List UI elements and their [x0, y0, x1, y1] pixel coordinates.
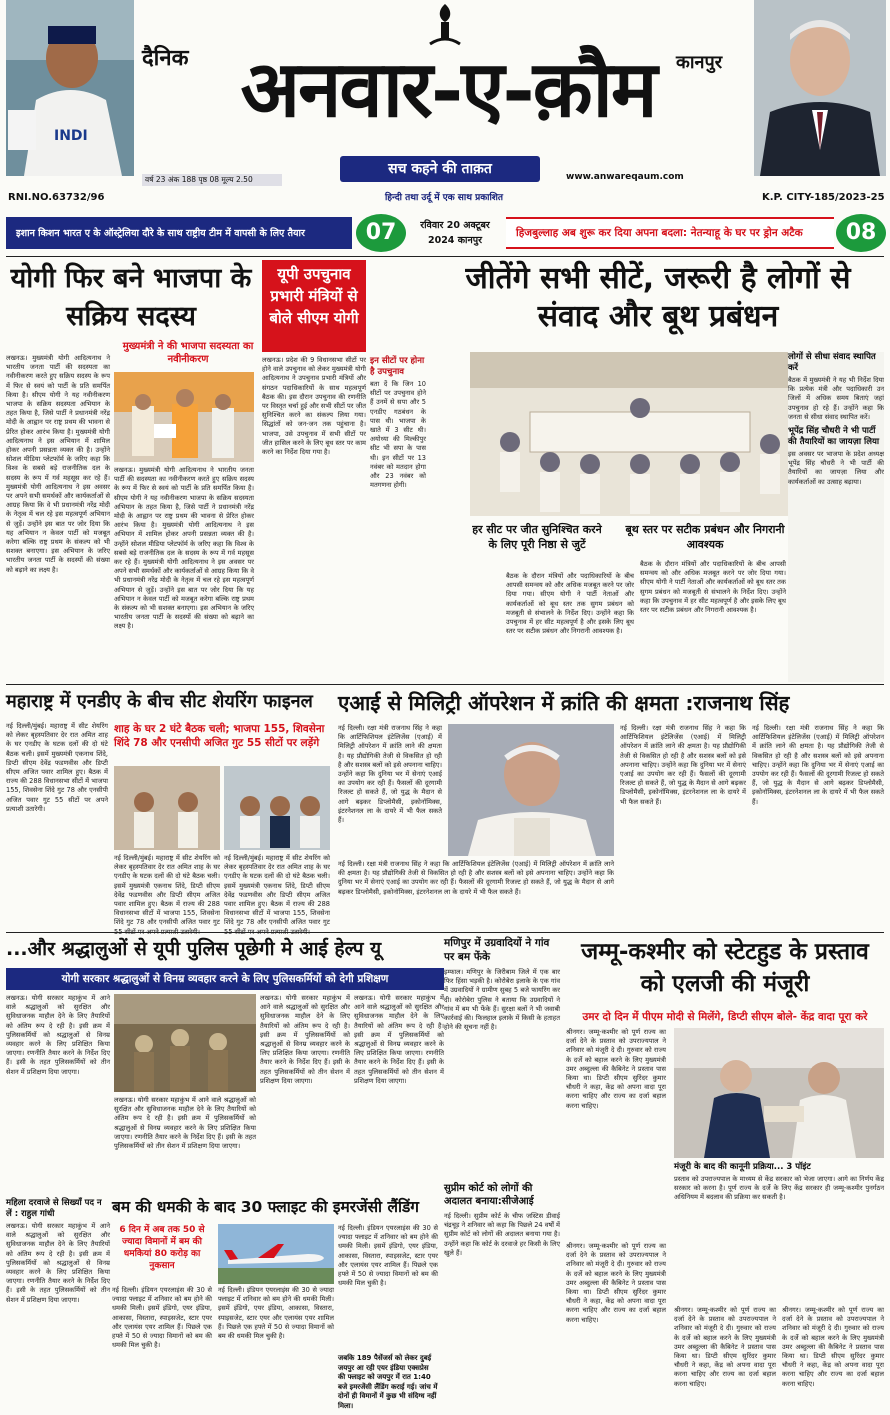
- police-sub: योगी सरकार श्रद्धालुओं से विनम्र व्यवहार करने के लिए पुलिसकर्मियों को देगी प्रशिक्षण: [61, 973, 389, 985]
- story-jk[interactable]: [566, 936, 884, 1414]
- maharashtra-sub: शाह के घर 2 घंटे बैठक चली; भाजपा 155, शिवसेना शिंदे 78 और एनसीपी अजित गुट 55 सीटों पर लड़ेंगे: [114, 723, 325, 749]
- police-body: लखनऊ। योगी सरकार महाकुंभ में आने वाले श्रद्धालुओं को सुरक्षित और सुविधाजनक माहौल देने के लिए तैयारियों को अंतिम रूप दे रही है। इसी क्रम में पुलिसकर्मियों को श्रद्धालुओं से विनम्र व्यवहार करने के लिए प्रशिक्षित किया जाएगा। रणनीति तैयार करने के निर्देश दिए हैं। इसी के तहत पुलिसकर्मियों को तीन सेशन में प्रशिक्षण दिया जाएगा।: [6, 994, 110, 1076]
- manipur-body2: नई दिल्ली। सुप्रीम कोर्ट के चीफ जस्टिस डीवाई चंद्रचूड़ ने शनिवार को कहा कि पिछले 24 वर्षों में सुप्रीम कोर्ट को लोगों की अदालत बनाया गया है। उन्होंने कहा कि कोर्ट के दरवाजे हर किसी के लिए खुले हैं।: [444, 1212, 561, 1257]
- bypoll-body-col1: [262, 356, 366, 654]
- rni-number: RNI.NO.63732/96: [8, 192, 105, 203]
- police-sidebox: [6, 1198, 110, 1414]
- masthead-title: अनवार-ए-क़ौम: [240, 44, 656, 135]
- meta-text: वर्ष 23 अंक 188 पृष्ठ 08 मूल्य 2.50: [145, 175, 253, 184]
- police-body-col1: [6, 994, 110, 1194]
- masthead: [0, 0, 890, 203]
- manipur-headline: मणिपुर में उग्रवादियों ने गांव पर बम फेंके: [444, 937, 550, 963]
- lead-side-body1: बैठक में मुख्यमंत्री ने यह भी निर्देश दिया कि प्रत्येक मंत्री और पदाधिकारी उन जिलों में अधिक समय बिताएं जहां उपचुनाव हो रहे हैं। उन्होंने कहा कि जनता से सीधा संवाद स्थापित करें।: [788, 376, 884, 421]
- police-headline: ...और श्रद्धालुओं से यूपी पुलिस पूछेगी मे आई हेल्प यू: [6, 938, 382, 960]
- lead-headline: जीतेंगे सभी सीटें, जरूरी है लोगों से संवाद और बूथ प्रबंधन: [465, 261, 851, 334]
- svg-text:INDI: INDI: [54, 128, 88, 144]
- lead-body-continued: बैठक के दौरान मंत्रियों और पदाधिकारियों के बीच आपसी समन्वय को और अधिक मजबूत करने पर जोर दिया गया। सीएम योगी ने पार्टी नेताओं और कार्यकर्ताओं को बूथ स्तर तक सुगम प्रबंधन को मजबूती से संभालने के निर्देश दिए। उन्होंने कहा कि उपचुनाव में हर सीट महत्वपूर्ण है और इसके लिए बूथ स्तर पर सटीक प्रबंधन और निगरानी आवश्यक है।: [640, 560, 786, 615]
- jk-body: श्रीनगर। जम्मू-कश्मीर को पूर्ण राज्य का दर्जा देने के प्रस्ताव को उपराज्यपाल ने शनिवार को मंजूरी दे दी। गुरुवार को राज्य के दर्जे को बहाल करने के लिए मुख्यमंत्री उमर अब्दुल्ला की कैबिनेट ने प्रस्ताव पास किया था। डिप्टी सीएम सुरिंदर कुमार चौधरी ने कहा, केंद्र को अपना वादा पूरा करना चाहिए और राज्य का दर्जा बहाल करना चाहिए।: [566, 1028, 666, 1110]
- date-line1: रविवार 20 अक्टूबर: [420, 220, 490, 231]
- story-maharashtra[interactable]: [6, 688, 330, 930]
- police-body-continued2: लखनऊ। योगी सरकार महाकुंभ में आने वाले श्रद्धालुओं को सुरक्षित और सुविधाजनक माहौल देने के लिए तैयारियों को अंतिम रूप दे रही है। इसी क्रम में पुलिसकर्मियों को श्रद्धालुओं से विनम्र व्यवहार करने के लिए प्रशिक्षित किया जाएगा। रणनीति तैयार करने के निर्देश दिए हैं। इसी के तहत पुलिसकर्मियों को तीन सेशन में प्रशिक्षण दिया जाएगा।: [354, 994, 444, 1085]
- police-body-col2: [260, 994, 350, 1194]
- ticker-right-text: हिजबुल्लाह अब शुरू कर दिया अपना बदला: नेतन्याहू के घर पर ड्रोन अटैक: [516, 227, 803, 239]
- rajnath-body-col2: [620, 724, 746, 928]
- rajnath-body-col4: [338, 860, 614, 928]
- jk-box: [674, 1162, 884, 1302]
- bomb-photo-plane: [218, 1224, 334, 1284]
- yogi-photo: [114, 372, 254, 462]
- rajnath-body-col1: [338, 724, 442, 856]
- maharashtra-body-col3: [224, 854, 330, 928]
- bypoll-headline: यूपी उपचुनाव प्रभारी मंत्रियों से बोले सीएम योगी: [269, 265, 359, 327]
- maharashtra-body-col1: [6, 722, 108, 928]
- bomb-body-continued: नई दिल्ली। इंडियन एयरलाइंस की 30 से ज्यादा फ्लाइट में शनिवार को बम होने की धमकी मिली। इसमें इंडिगो, एयर इंडिया, आकासा, विस्तारा, स्पाइसजेट, स्टार एयर और एलायंस एयर शामिल हैं। पिछले एक हफ्ते में 50 से ज्यादा विमानों को बम की धमकी मिल चुकी है।: [218, 1286, 334, 1341]
- ticker-left-page: 07: [365, 220, 397, 245]
- manipur-body: इम्फाल। मणिपुर के जिरीबाम जिले में एक बार फिर हिंसा भड़की है। कोरोबेरा इलाके के एक गांव में उग्रवादियों ने ग्रामीण सुबह 5 बजे फायरिंग कर दी। कोरोबेरा पुलिस ने बताया कि उग्रवादियों ने गांव में बम भी फेंके हैं। सुरक्षा बलों ने भी जवाबी कार्रवाई की। फिलहाल इलाके में किसी के हताहत होने की सूचना नहीं है।: [444, 968, 560, 1032]
- divider-row3: [6, 932, 884, 933]
- story-bypoll[interactable]: [262, 260, 426, 655]
- jk-body-col4: [782, 1306, 884, 1414]
- masthead-city: कानपुर: [676, 52, 723, 73]
- bypoll-box-head: इन सीटों पर होना है उपचुनाव: [370, 356, 425, 377]
- manipur-sub2: सुप्रीम कोर्ट को लोगों की अदालत बनाया:सीजेआई: [444, 1183, 534, 1207]
- lead-side-body2: इस अवसर पर भाजपा के प्रदेश अध्यक्ष भूपेंद्र सिंह चौधरी ने भी पार्टी की तैयारियों का जायज़ा लिया और कार्यकर्ताओं का उत्साह बढ़ाया।: [788, 450, 884, 486]
- lead-sub1: हर सीट पर जीत सुनिश्चित करने के लिए पूरी निष्ठा से जुटें: [472, 523, 602, 551]
- maharashtra-body-continued: नई दिल्ली/मुंबई। महाराष्ट्र में सीट शेयरिंग को लेकर बृहस्पतिवार देर रात अमित शाह के घर एनडीए के घटक दलों की दो घंटे बैठक चली। इसमें मुख्यमंत्री एकनाथ शिंदे, डिप्टी सीएम देवेंद्र फडणवीस और डिप्टी सीएम अजित पवार शामिल हुए। बैठक में राज्य की 288 विधानसभा सीटों में भाजपा 155, शिवसेना शिंदे गुट 78 और एनसीपी अजित पवार गुट: [114, 854, 220, 927]
- police-body-continued3: लखनऊ। योगी सरकार महाकुंभ में आने वाले श्रद्धालुओं को सुरक्षित और सुविधाजनक माहौल देने के लिए तैयारियों को अंतिम रूप दे रही है। इसी क्रम में पुलिसकर्मियों को श्रद्धालुओं से विनम्र व्यवहार करने के लिए प्रशिक्षित किया जाएगा। रणनीति तैयार करने के निर्देश दिए हैं। इसी के तहत पुलिसकर्मियों को तीन सेशन में प्रशिक्षण दिया जाएगा।: [114, 1096, 256, 1151]
- police-sub-bar: [6, 968, 444, 990]
- bomb-body-continued2: नई दिल्ली। इंडियन एयरलाइंस की 30 से ज्यादा फ्लाइट में शनिवार को बम होने की धमकी मिली। इसमें इंडिगो, एयर इंडिया, आकासा, विस्तारा, स्पाइसजेट, स्टार एयर और एलायंस एयर शामिल हैं। पिछले एक हफ्ते में 50 से ज्यादा विमानों को बम की धमकी मिल चुकी है।: [338, 1224, 438, 1288]
- masthead-photo-netanyahu: [754, 0, 886, 176]
- yogi-headline: योगी फिर बने भाजपा के सक्रिय सदस्य: [10, 263, 252, 332]
- rajnath-headline: एआई से मिलिट्री ऑपरेशन में क्रांति की क्षमता :राजनाथ सिंह: [338, 691, 790, 715]
- jk-box-head: मंजूरी के बाद की कानूनी प्रक्रिया... 3 पॉइंट: [674, 1162, 811, 1172]
- masthead-meta: [142, 174, 282, 186]
- story-manipur[interactable]: [444, 936, 560, 1414]
- story-rajnath[interactable]: [338, 688, 884, 930]
- bypoll-box-body: बता दें कि जिन 10 सीटों पर उपचुनाव होने हैं उनमें से सपा और 5 एनडीए गठबंधन के पास थी। भाजपा के खाते में 3 सीट थी। अयोध्या की मिल्कीपुर सीट भी सपा के पास थी। इन सीटों पर 13 नवंबर को मतदान होगा और 23 नवंबर को मतगणना होगी।: [370, 380, 426, 490]
- ticker-right[interactable]: [506, 217, 834, 249]
- masthead-photo-cricketer: [6, 0, 134, 176]
- cricketer-image: [6, 0, 134, 176]
- jk-body-col1: [566, 1028, 666, 1238]
- jk-sub: उमर दो दिन में पीएम मोदी से मिलेंगे, डिप्टी सीएम बोले- केंद्र वादा पूरा करे: [582, 1011, 868, 1023]
- police-body-col3: [354, 994, 444, 1194]
- date-box: [408, 217, 502, 249]
- rajnath-body-continued2: नई दिल्ली। रक्षा मंत्री राजनाथ सिंह ने कहा कि आर्टिफिशियल इंटेलिजेंस (एआई) में मिलिट्री ऑपरेशन में क्रांति लाने की क्षमता है। यह प्रौद्योगिकी तेजी से विकसित हो रही है और सशस्त्र बलों को इसे अपनाना चाहिए। उन्होंने कहा कि दुनिया भर में सेनाएं एआई का उपयोग कर रही हैं। फैसलों की दूरगामी रिजल्ट हो सकते हैं, जो युद्ध के मैदान से आगे बढ़कर डिप्लोमैसी, इकोनॉमिक्स, इंटरनेशनल ला के दायरे में भी फैल सकते हैं।: [752, 724, 884, 806]
- lead-photo-meeting: [470, 352, 808, 516]
- lead-body-col1: [506, 572, 634, 678]
- lead-side-head2: भूपेंद्र सिंह चौधरी ने भी पार्टी की तैयारियों का जायज़ा लिया: [788, 426, 880, 448]
- rajnath-body: नई दिल्ली। रक्षा मंत्री राजनाथ सिंह ने कहा कि आर्टिफिशियल इंटेलिजेंस (एआई) में मिलिट्री ऑपरेशन में क्रांति लाने की क्षमता है। यह प्रौद्योगिकी तेजी से विकसित हो रही है और सशस्त्र बलों को इसे अपनाना चाहिए। उन्होंने कहा कि दुनिया भर में सेनाएं एआई का उपयोग कर रही हैं। फैसलों की दूरगामी रिजल्ट हो सकते हैं, जो युद्ध के मैदान से आगे बढ़कर डिप्लोमैसी, इकोनॉमिक्स, इंटरनेशनल ला के दायरे में भी फैल सकते हैं।: [338, 724, 442, 825]
- bypoll-headline-box: [262, 260, 366, 352]
- masthead-divider: [6, 256, 884, 257]
- yogi-body-col2: [114, 466, 254, 654]
- maharashtra-photo-1: [114, 766, 220, 850]
- masthead-subtitle: हिन्दी तथा उर्दू में एक साथ प्रकाशित: [384, 193, 504, 203]
- bomb-body: नई दिल्ली। इंडियन एयरलाइंस की 30 से ज्यादा फ्लाइट में शनिवार को बम होने की धमकी मिली। इसमें इंडिगो, एयर इंडिया, आकासा, विस्तारा, स्पाइसजेट, स्टार एयर और एलायंस एयर शामिल हैं। पिछले एक हफ्ते में 50 से ज्यादा विमानों को बम की धमकी मिल चुकी है।: [112, 1286, 212, 1350]
- maharashtra-photo-2: [224, 766, 330, 850]
- ticker-right-page-badge[interactable]: [836, 214, 886, 252]
- yogi-body: लखनऊ। मुख्यमंत्री योगी आदित्यनाथ ने भारतीय जनता पार्टी की सदस्यता का नवीनीकरण करते हुए सक्रिय सदस्य के रूप में फिर से स्वयं को पार्टी के प्रति समर्पित किया है। सीएम योगी ने यह नवीनीकरण भाजपा के सक्रिय सदस्यता अभियान के तहत किया है, जिसे पार्टी ने प्रधानमंत्री नरेंद्र मोदी के आह्वान पर राष्ट्र प्रथम की भावना से प्रेरित होकर आरंभ किया है। मुख्यमंत्री योगी आदित्यनाथ ने इस अभियान में शामिल होकर अपनी प्रसन्नता व्यक्त की है। उन्होंने सोशल मीडिया प्लेटफॉर्म के जरिए कहा कि विश्व के सबसे बड़े राजनीतिक दल के सदस्य के रूप में गर्व महसूस कर रहे हैं। मुख्यमंत्री योगी आदित्यनाथ ने इस अवसर पर अपने सभी समर्थकों और कार्यकर्ताओं से आग्रह किया कि वे भी प्रधानमंत्री नरेंद्र मोदी के नेतृत्व में चल रहे इस महत्वपूर्ण अभियान से जुड़ें। उन्होंने इस बात पर जोर दिया कि यह अभियान न केवल पार्टी को मजबूत करेगा बल्कि राष्ट्र प्रथम के संकल्प को भी सशक्त बनाएगा। इस अभियान के जरिए भारतीय जनता पार्टी के सदस्यों की संख्या को बढ़ाने का लक्ष्य है।: [6, 354, 110, 574]
- police-body-continued: लखनऊ। योगी सरकार महाकुंभ में आने वाले श्रद्धालुओं को सुरक्षित और सुविधाजनक माहौल देने के लिए तैयारियों को अंतिम रूप दे रही है। इसी क्रम में पुलिसकर्मियों को श्रद्धालुओं से विनम्र व्यवहार करने के लिए प्रशिक्षित किया जाएगा। रणनीति तैयार करने के निर्देश दिए हैं। इसी के तहत पुलिसकर्मियों को तीन सेशन में प्रशिक्षण दिया जाएगा।: [260, 994, 350, 1085]
- bypoll-sidebox: [370, 356, 426, 654]
- lead-side-head1: लोगों से सीधा संवाद स्थापित करें: [788, 352, 876, 373]
- story-yogi[interactable]: [6, 260, 256, 655]
- police-box-head: महिला दरवाजे से सिख्याँ पद न लें : राहुल गांधी: [6, 1198, 102, 1219]
- divider-row2: [6, 684, 884, 685]
- jk-box-body: प्रस्ताव को उपराज्यपाल के माध्यम से केंद्र सरकार को भेजा जाएगा। आगे का निर्णय केंद्र सरकार को करना है। पूर्ण राज्य के दर्जे के लिए केंद्र सरकार ही जम्मू-कश्मीर पुनर्गठन अधिनियम में बदलाव की प्रक्रिया कर सकती है।: [674, 1175, 884, 1202]
- date-line2: 2024 कानपुर: [427, 235, 483, 246]
- rajnath-photo: [448, 724, 614, 856]
- bomb-headline: बम की धमकी के बाद 30 फ्लाइट की इमरजेंसी लैंडिंग: [112, 1198, 420, 1216]
- ticker-left-text: इशान किशन भारत ए के ऑस्ट्रेलिया दौरे के साथ राष्ट्रीय टीम में वापसी के लिए तैयार: [16, 228, 305, 239]
- masthead-prefix: दैनिक: [142, 46, 189, 71]
- manipur-body-wrap: [444, 968, 560, 1178]
- bypoll-body: लखनऊ। प्रदेश की 9 विधानसभा सीटों पर होने वाले उपचुनाव को लेकर मुख्यमंत्री योगी आदित्यनाथ ने उपचुनाव प्रभारी मंत्रियों और संगठन पदाधिकारियों के साथ महत्वपूर्ण बैठक की। इस दौरान उपचुनाव की रणनीति पर विस्तृत चर्चा हुई और सभी सीटों पर जीत सुनिश्चित करने का संकल्प लिया गया। सिद्धांतों को जन-जन तक पहुंचाना है। भाजपा, उसे उपचुनाव में सभी सीटों पर जीत हासिल करने के लिए बूथ स्तर पर काम करने का निर्देश दिया गया है।: [262, 356, 366, 457]
- jk-body-col2: [566, 1242, 666, 1414]
- bomb-body-col3: [338, 1224, 438, 1354]
- maharashtra-body: नई दिल्ली/मुंबई। महाराष्ट्र में सीट शेयरिंग को लेकर बृहस्पतिवार देर रात अमित शाह के घर एनडीए के घटक दलों की दो घंटे बैठक चली। इसमें मुख्यमंत्री एकनाथ शिंदे, डिप्टी सीएम देवेंद्र फडणवीस और डिप्टी सीएम अजित पवार शामिल हुए। बैठक में राज्य की 288 विधानसभा सीटों में भाजपा 155, शिवसेना शिंदे गुट 78 और एनसीपी अजित पवार गुट 55 सीटों पर अपने प्रत्याशी उतारेगी।: [6, 722, 108, 813]
- bomb-sub: 6 दिन में अब तक 50 से ज्यादा विमानों में बम की धमकियां 80 करोड़ का नुकसान: [119, 1225, 205, 1271]
- bomb-body-col2: [218, 1286, 334, 1414]
- maharashtra-body-continued2: नई दिल्ली/मुंबई। महाराष्ट्र में सीट शेयरिंग को लेकर बृहस्पतिवार देर रात अमित शाह के घर एनडीए के घटक दलों की दो घंटे बैठक चली। इसमें मुख्यमंत्री एकनाथ शिंदे, डिप्टी सीएम देवेंद्र फडणवीस और डिप्टी सीएम अजित पवार शामिल हुए। बैठक में राज्य की 288 विधानसभा सीटों में भाजपा 155, शिवसेना शिंदे गुट 78 और एनसीपी अजित पवार गुट: [224, 854, 330, 927]
- bomb-box: [338, 1354, 438, 1414]
- jk-body-continued: श्रीनगर। जम्मू-कश्मीर को पूर्ण राज्य का दर्जा देने के प्रस्ताव को उपराज्यपाल ने शनिवार को मंजूरी दे दी। गुरुवार को राज्य के दर्जे को बहाल करने के लिए मुख्यमंत्री उमर अब्दुल्ला की कैबिनेट ने प्रस्ताव पास किया था। डिप्टी सीएम सुरिंदर कुमार चौधरी ने कहा, केंद्र को अपना वादा पूरा करना चाहिए और राज्य का दर्जा बहाल करना चाहिए।: [566, 1242, 666, 1324]
- maharashtra-body-col2: [114, 854, 220, 928]
- story-bomb[interactable]: [112, 1196, 438, 1414]
- yogi-body-col1: [6, 354, 110, 654]
- masthead-website: www.anwareqaum.com: [566, 172, 684, 182]
- kp-number: K.P. CITY-185/2023-25: [762, 192, 885, 203]
- bomb-box-body: जबकि 189 पैसेंजर्स को लेकर दुबई जयपुर आ रही एयर इंडिया एक्सप्रेस की फ्लाइट को जयपुर में रात 1:40 बजे इमरजेंसी लैंडिंग कराई गई। जांच में दोनों ही विमानों में कुछ भी संदिग्ध नहीं मिला।: [338, 1354, 438, 1410]
- jk-body-col3: [674, 1306, 776, 1414]
- ticker-right-page: 08: [845, 220, 877, 245]
- maharashtra-headline: महाराष्ट्र में एनडीए के बीच सीट शेयरिंग फाइनल: [6, 691, 313, 712]
- story-lead[interactable]: [432, 260, 884, 680]
- police-photo: [114, 994, 256, 1092]
- masthead-tagline: सच कहने की ताक़त: [340, 156, 540, 182]
- rajnath-body-continued: नई दिल्ली। रक्षा मंत्री राजनाथ सिंह ने कहा कि आर्टिफिशियल इंटेलिजेंस (एआई) में मिलिट्री ऑपरेशन में क्रांति लाने की क्षमता है। यह प्रौद्योगिकी तेजी से विकसित हो रही है और सशस्त्र बलों को इसे अपनाना चाहिए। उन्होंने कहा कि दुनिया भर में सेनाएं एआई का उपयोग कर रही हैं। फैसलों की दूरगामी रिजल्ट हो सकते हैं, जो युद्ध के मैदान से आगे बढ़कर डिप्लोमैसी, इकोनॉमिक्स, इंटरनेशनल ला के दायरे में भी फैल सकते हैं।: [620, 724, 746, 806]
- jk-body-continued2: श्रीनगर। जम्मू-कश्मीर को पूर्ण राज्य का दर्जा देने के प्रस्ताव को उपराज्यपाल ने शनिवार को मंजूरी दे दी। गुरुवार को राज्य के दर्जे को बहाल करने के लिए मुख्यमंत्री उमर अब्दुल्ला की कैबिनेट ने प्रस्ताव पास किया था। डिप्टी सीएम सुरिंदर कुमार चौधरी ने कहा, केंद्र को अपना वादा पूरा करना चाहिए और राज्य का दर्जा बहाल करना चाहिए।: [674, 1306, 776, 1388]
- rajnath-body-col3: [752, 724, 884, 928]
- lead-body: बैठक के दौरान मंत्रियों और पदाधिकारियों के बीच आपसी समन्वय को और अधिक मजबूत करने पर जोर दिया गया। सीएम योगी ने पार्टी नेताओं और कार्यकर्ताओं को बूथ स्तर तक सुगम प्रबंधन को मजबूती से संभालने के निर्देश दिए। उन्होंने कहा कि उपचुनाव में हर सीट महत्वपूर्ण है और इसके लिए बूथ स्तर पर सटीक प्रबंधन और निगरानी आवश्यक है।: [506, 572, 634, 636]
- ticker-left[interactable]: [6, 217, 352, 249]
- yogi-body-continued: लखनऊ। मुख्यमंत्री योगी आदित्यनाथ ने भारतीय जनता पार्टी की सदस्यता का नवीनीकरण करते हुए सक्रिय सदस्य के रूप में फिर से स्वयं को पार्टी के प्रति समर्पित किया है। सीएम योगी ने यह नवीनीकरण भाजपा के सक्रिय सदस्यता अभियान के तहत किया है, जिसे पार्टी ने प्रधानमंत्री नरेंद्र मोदी के आह्वान पर राष्ट्र प्रथम की भावना से प्रेरित होकर आरंभ किया है। मुख्यमंत्री योगी आदित्यनाथ ने इस अभियान में शामिल होकर अपनी प्रसन्नता व्यक्त की है। उन्होंने सोशल मीडिया प्लेटफॉर्म के जरिए कहा कि विश्व के सबसे बड़े राजनीतिक दल के सदस्य के रूप में गर्व महसूस कर रहे हैं। मुख्यमंत्री योगी आदित्यनाथ ने इस अवसर पर अपने सभी समर्थकों और कार्यकर्ताओं से आग्रह किया कि वे भी प्रधानमंत्री नरेंद्र मोदी के नेतृत्व में चल रहे इस महत्वपूर्ण अभियान से जुड़ें। उन्होंने इस बात पर जोर दिया कि यह अभियान न केवल पार्टी को मजबूत करेगा बल्कि राष्ट्र प्रथम के संकल्प को भी सशक्त बनाएगा। इस अभियान के जरिए भारतीय जनता पार्टी के सदस्यों की संख्या को बढ़ाने का लक्ष्य है।: [114, 466, 254, 631]
- police-box-body: लखनऊ। योगी सरकार महाकुंभ में आने वाले श्रद्धालुओं को सुरक्षित और सुविधाजनक माहौल देने के लिए तैयारियों को अंतिम रूप दे रही है। इसी क्रम में पुलिसकर्मियों को श्रद्धालुओं से विनम्र व्यवहार करने के लिए प्रशिक्षित किया जाएगा। रणनीति तैयार करने के निर्देश दिए हैं। इसी के तहत पुलिसकर्मियों को तीन सेशन में प्रशिक्षण दिया जाएगा।: [6, 1222, 110, 1304]
- manipur-body2-wrap: [444, 1212, 560, 1412]
- rajnath-body-continued3: नई दिल्ली। रक्षा मंत्री राजनाथ सिंह ने कहा कि आर्टिफिशियल इंटेलिजेंस (एआई) में मिलिट्री ऑपरेशन में क्रांति लाने की क्षमता है। यह प्रौद्योगिकी तेजी से विकसित हो रही है और सशस्त्र बलों को इसे अपनाना चाहिए। उन्होंने कहा कि दुनिया भर में सेनाएं एआई का उपयोग कर रही हैं। फैसलों की दूरगामी रिजल्ट हो सकते हैं, जो युद्ध के मैदान से आगे बढ़कर डिप्लोमैसी, इकोनॉमिक्स, इंटरनेशनल ला के दायरे में भी फैल सकते हैं।: [338, 860, 614, 896]
- jk-photo: [674, 1028, 884, 1158]
- bomb-body-col1: [112, 1286, 212, 1414]
- ticker-left-page-badge[interactable]: [356, 214, 406, 252]
- jk-body-continued3: श्रीनगर। जम्मू-कश्मीर को पूर्ण राज्य का दर्जा देने के प्रस्ताव को उपराज्यपाल ने शनिवार को मंजूरी दे दी। गुरुवार को राज्य के दर्जे को बहाल करने के लिए मुख्यमंत्री उमर अब्दुल्ला की कैबिनेट ने प्रस्ताव पास किया था। डिप्टी सीएम सुरिंदर कुमार चौधरी ने कहा, केंद्र को अपना वादा पूरा करना चाहिए और राज्य का दर्जा बहाल करना चाहिए।: [782, 1306, 884, 1388]
- police-body-col4: [114, 1096, 256, 1194]
- yogi-photo-caption: मुख्यमंत्री ने की भाजपा सदस्यता का नवीनीकरण: [122, 341, 254, 365]
- jk-headline: जम्मू-कश्मीर को स्टेटहुड के प्रस्ताव को एलजी की मंजूरी: [581, 939, 869, 997]
- lead-side-col: [788, 352, 884, 682]
- netanyahu-image: [754, 0, 886, 176]
- lead-sub2: बूथ स्तर पर सटीक प्रबंधन और निगरानी आवश्यक: [625, 523, 785, 551]
- lead-body-col2: [640, 560, 786, 678]
